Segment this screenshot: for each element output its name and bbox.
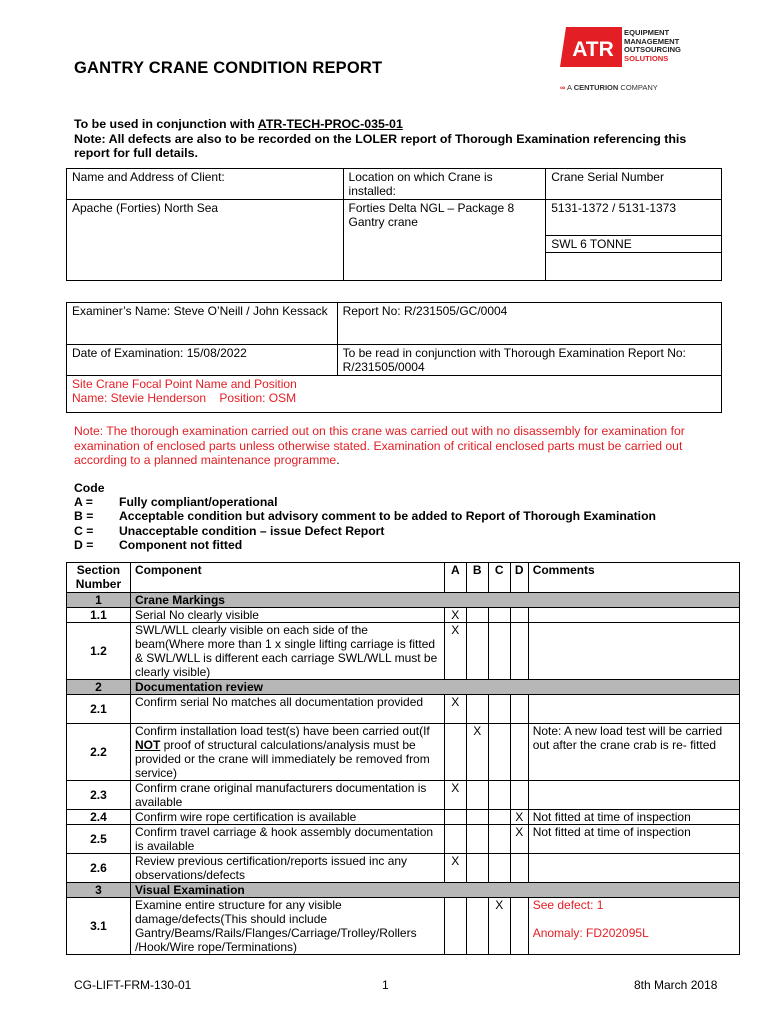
empty-cell — [546, 253, 722, 281]
table-row: 2.4 Confirm wire rope certification is available X Not fitted at time of inspection — [67, 810, 740, 825]
table-row: 2.6 Review previous certification/reports issued inc any observations/defects X — [67, 854, 740, 883]
swl-value: SWL 6 TONNE — [546, 236, 722, 253]
table-header: Section Number Component A B C D Comments — [67, 563, 740, 593]
table-row: 1.1 Serial No clearly visible X — [67, 608, 740, 623]
section-row: 3 Visual Examination — [67, 883, 740, 898]
related-report: To be read in conjunction with Thorough Examination Report No: R/231505/0004 — [337, 345, 721, 376]
section-row: 2 Documentation review — [67, 680, 740, 695]
serial-header: Crane Serial Number — [546, 169, 722, 200]
table-row: 1.2 SWL/WLL clearly visible on each side of the beam(Where more than 1 x single lifting carriage is fitted & SWL/WLL is different each carriage SWL/WLL must be clearly visible) X — [67, 623, 740, 680]
section-row: 1 Crane Markings — [67, 593, 740, 608]
intro-text: To be used in conjunction with ATR-TECH-PROC-035-01 Note: All defects are also to be recorded on the LOLER report of Thorough Examination referencing this report for full details. — [74, 117, 687, 160]
page-number: 1 — [382, 978, 389, 992]
location-header: Location on which Crane is installed: — [343, 169, 546, 200]
atr-logo-text: EQUIPMENT MANAGEMENT OUTSOURCING SOLUTIONS — [624, 28, 681, 63]
serial-value: 5131-1372 / 5131-1373 — [546, 200, 722, 236]
svg-text:ATR: ATR — [572, 38, 614, 61]
procedure-reference: ATR-TECH-PROC-035-01 — [257, 117, 403, 131]
table-row: 3.1 Examine entire structure for any visible damage/defects(This should include Gantry/Beams/Rails/Flanges/Carriage/Trolley/Rollers /Hook/Wire rope/Terminations) X See defect: 1 Anomaly: FD202095L — [67, 898, 740, 955]
footer-date: 8th March 2018 — [634, 978, 718, 992]
client-header: Name and Address of Client: — [67, 169, 344, 200]
examination-date: Date of Examination: 15/08/2022 — [67, 345, 338, 376]
table-row: 2.5 Confirm travel carriage & hook assembly documentation is available X Not fitted at time of inspection — [67, 825, 740, 854]
report-title: GANTRY CRANE CONDITION REPORT — [74, 59, 383, 77]
location-value: Forties Delta NGL – Package 8 Gantry crane — [343, 200, 546, 281]
checklist-table — [66, 562, 740, 955]
code-legend: Code A = Fully compliant/operational B = Acceptable condition but advisory comment to be added to Report of Thorough Examination C = Unacceptable condition – issue Defect Report D = Component not fitted — [74, 481, 656, 552]
client-value: Apache (Forties) North Sea — [67, 200, 344, 281]
centurion-tagline: ∞ A CENTURION COMPANY — [560, 83, 658, 92]
atr-logo-mark — [560, 27, 622, 67]
atr-logo — [560, 27, 720, 99]
examination-table — [66, 302, 722, 413]
form-number: CG-LIFT-FRM-130-01 — [74, 978, 192, 992]
client-table — [66, 168, 722, 281]
disassembly-note: Note: The thorough examination carried out on this crane was carried out with no disassembly for examination for examination of enclosed parts unless otherwise stated. Examination of critical enclosed parts must be carried out according to a planned maintenance programme. — [74, 424, 685, 467]
table-row: 2.1 Confirm serial No matches all documentation provided X — [67, 695, 740, 724]
table-row: 2.3 Confirm crane original manufacturers documentation is available X — [67, 781, 740, 810]
centurion-icon: ∞ — [560, 83, 566, 92]
focal-point: Site Crane Focal Point Name and Position Name: Stevie Henderson Position: OSM — [67, 376, 722, 413]
examiner-name: Examiner’s Name: Steve O’Neill / John Kessack — [67, 303, 338, 345]
table-row: 2.2 Confirm installation load test(s) have been carried out(If NOT proof of structural calculations/analysis must be provided or the crane will immediately be removed from service) X Note: A new load test will be carried out after the crane crab is re- fitted — [67, 724, 740, 781]
report-number: Report No: R/231505/GC/0004 — [337, 303, 721, 345]
